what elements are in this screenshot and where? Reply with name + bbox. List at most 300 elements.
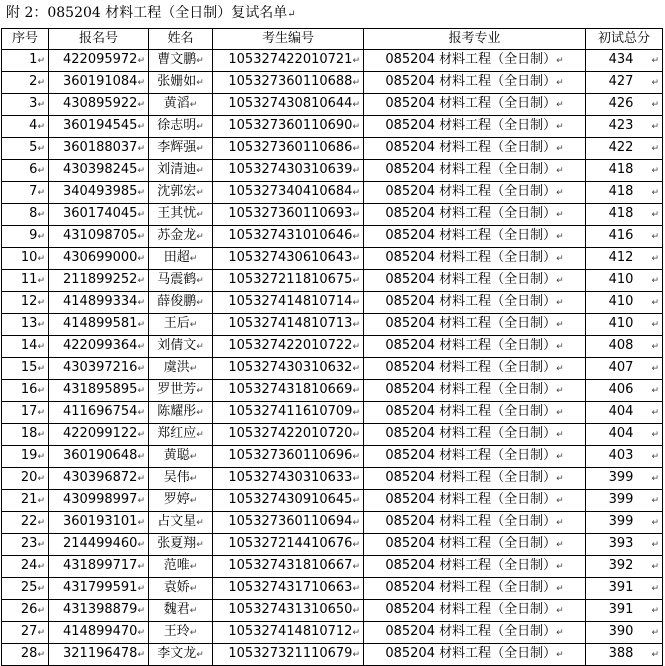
paragraph-mark-icon: ↵ [37, 408, 45, 419]
table-row [2, 490, 663, 512]
cell-major [364, 50, 586, 72]
paragraph-mark-icon: ↵ [352, 78, 360, 89]
cell-exam-number-text: 105327340410684 [228, 184, 353, 200]
paragraph-mark-icon: ↵ [651, 144, 659, 155]
cell-student-name [149, 446, 213, 468]
paragraph-mark-icon: ↵ [196, 430, 204, 441]
table-row [2, 358, 663, 380]
cell-score-text: 418 [608, 206, 634, 222]
paragraph-mark-icon: ↵ [37, 188, 45, 199]
cell-student-name-text: 王其忧 [157, 206, 197, 222]
cell-major [364, 336, 586, 358]
cell-seq-text: 26 [20, 602, 38, 618]
paragraph-mark-icon: ↵ [651, 122, 659, 133]
paragraph-mark-icon: ↵ [651, 210, 659, 221]
cell-student-name-text: 李文龙 [157, 646, 197, 662]
paragraph-mark-icon: ↵ [556, 584, 564, 595]
cell-student-name [149, 182, 213, 204]
paragraph-mark-icon: ↵ [556, 166, 564, 177]
paragraph-mark-icon: ↵ [196, 342, 204, 353]
cell-exam-number [213, 248, 364, 270]
paragraph-mark-icon: ↵ [37, 430, 45, 441]
cell-major [364, 226, 586, 248]
cell-seq [2, 622, 49, 644]
cell-reg-number-text: 430699000 [63, 250, 138, 266]
cell-seq [2, 644, 49, 666]
cell-reg-number-text: 430397216 [63, 360, 138, 376]
cell-seq-text: 27 [20, 624, 38, 640]
paragraph-mark-icon: ↵ [556, 540, 564, 551]
cell-major [364, 622, 586, 644]
paragraph-mark-icon: ↵ [352, 408, 360, 419]
paragraph-mark-icon: ↵ [196, 56, 204, 67]
cell-seq-text: 8 [29, 206, 38, 222]
cell-seq [2, 94, 49, 116]
paragraph-mark-icon: ↵ [651, 650, 659, 661]
cell-seq [2, 50, 49, 72]
cell-seq [2, 402, 49, 424]
cell-reg-number-text: 360193101 [63, 514, 138, 530]
paragraph-mark-icon: ↵ [189, 452, 198, 463]
paragraph-mark-icon: ↵ [352, 342, 360, 353]
paragraph-mark-icon: ↵ [556, 408, 564, 419]
cell-reg-number [49, 116, 149, 138]
paragraph-mark-icon: ↵ [196, 540, 204, 551]
cell-major [364, 534, 586, 556]
cell-major-text: 085204 材料工程（全日制） [385, 404, 557, 420]
paragraph-mark-icon: ↵ [37, 56, 45, 67]
cell-exam-number-text: 105327431310650 [228, 602, 353, 618]
cell-student-name-text: 苏金龙 [157, 228, 197, 244]
cell-score-text: 410 [608, 294, 634, 310]
paragraph-mark-icon: ↵ [352, 56, 360, 67]
cell-major [364, 116, 586, 138]
table-body [2, 50, 663, 666]
paragraph-mark-icon: ↵ [556, 496, 564, 507]
cell-score-text: 399 [608, 514, 634, 530]
cell-reg-number [49, 226, 149, 248]
paragraph-mark-icon: ↵ [651, 430, 659, 441]
paragraph-mark-icon: ↵ [137, 540, 145, 551]
paragraph-mark-icon: ↵ [37, 606, 45, 617]
paragraph-mark-icon: ↵ [137, 210, 145, 221]
paragraph-mark-icon: ↵ [196, 232, 204, 243]
cell-major [364, 72, 586, 94]
paragraph-mark-icon: ↵ [189, 496, 198, 507]
cell-seq [2, 424, 49, 446]
cell-reg-number [49, 644, 149, 666]
cell-reg-number-text: 360191084 [63, 74, 138, 90]
paragraph-mark-icon: ↵ [556, 518, 564, 529]
paragraph-mark-icon: ↵ [37, 166, 45, 177]
cell-student-name-text: 魏君 [163, 602, 190, 618]
paragraph-mark-icon: ↵ [651, 364, 659, 375]
cell-score-text: 410 [608, 272, 634, 288]
cell-exam-number [213, 534, 364, 556]
cell-score [586, 556, 663, 578]
cell-score [586, 468, 663, 490]
cell-reg-number [49, 380, 149, 402]
cell-score-text: 403 [608, 448, 634, 464]
cell-seq [2, 292, 49, 314]
paragraph-mark-icon: ↵ [137, 496, 145, 507]
table-row [2, 600, 663, 622]
cell-score-text: 393 [608, 536, 634, 552]
cell-student-name [149, 204, 213, 226]
paragraph-mark-icon: ↵ [137, 144, 145, 155]
paragraph-mark-icon: ↵ [137, 650, 145, 661]
cell-seq-text: 3 [29, 96, 38, 112]
paragraph-mark-icon: ↵ [137, 56, 145, 67]
paragraph-mark-icon: ↵ [189, 606, 198, 617]
paragraph-mark-icon: ↵ [189, 474, 198, 485]
cell-student-name-text: 罗婷 [163, 492, 190, 508]
cell-seq-text: 1 [29, 52, 38, 68]
cell-major-text: 085204 材料工程（全日制） [385, 558, 557, 574]
cell-score [586, 622, 663, 644]
paragraph-mark-icon: ↵ [651, 320, 659, 331]
cell-student-name-text: 王后 [163, 316, 190, 332]
cell-student-name [149, 160, 213, 182]
cell-reg-number-text: 422099364 [63, 338, 138, 354]
paragraph-mark-icon: ↵ [352, 254, 360, 265]
cell-score [586, 292, 663, 314]
cell-score-text: 406 [608, 382, 634, 398]
cell-major-text: 085204 材料工程（全日制） [385, 140, 557, 156]
cell-reg-number [49, 512, 149, 534]
cell-exam-number [213, 380, 364, 402]
cell-seq-text: 5 [29, 140, 38, 156]
cell-seq-text: 10 [20, 250, 38, 266]
cell-score [586, 512, 663, 534]
cell-student-name-text: 袁娇 [163, 580, 190, 596]
paragraph-mark-icon: ↵ [189, 562, 198, 573]
cell-reg-number-text: 340493985 [63, 184, 138, 200]
paragraph-mark-icon: ↵ [37, 320, 45, 331]
cell-reg-number [49, 204, 149, 226]
paragraph-mark-icon: ↵ [137, 320, 145, 331]
paragraph-mark-icon: ↵ [37, 584, 45, 595]
cell-major-text: 085204 材料工程（全日制） [385, 426, 557, 442]
cell-reg-number-text: 430998997 [63, 492, 138, 508]
cell-reg-number-text: 214499460 [63, 536, 138, 552]
cell-score-text: 434 [608, 52, 634, 68]
table-row [2, 248, 663, 270]
cell-major-text: 085204 材料工程（全日制） [385, 492, 557, 508]
paragraph-mark-icon: ↵ [352, 166, 360, 177]
cell-score [586, 424, 663, 446]
cell-student-name [149, 468, 213, 490]
paragraph-mark-icon: ↵ [196, 386, 204, 397]
cell-score [586, 336, 663, 358]
cell-major-text: 085204 材料工程（全日制） [385, 580, 557, 596]
cell-score [586, 578, 663, 600]
paragraph-mark-icon: ↵ [556, 606, 564, 617]
header-reg: 报名号 [49, 29, 149, 50]
header-exam: 考生编号 [213, 29, 364, 50]
cell-reg-number-text: 430895922 [63, 96, 138, 112]
cell-exam-number [213, 270, 364, 292]
cell-seq-text: 7 [29, 184, 38, 200]
table-row [2, 94, 663, 116]
paragraph-mark-icon: ↵ [651, 254, 659, 265]
paragraph-mark-icon: ↵ [651, 78, 659, 89]
cell-reg-number [49, 490, 149, 512]
cell-seq-text: 11 [20, 272, 38, 288]
paragraph-mark-icon: ↵ [352, 144, 360, 155]
cell-student-name-text: 罗世芳 [157, 382, 197, 398]
cell-student-name-text: 马震鹤 [157, 272, 197, 288]
cell-score-text: 422 [608, 140, 634, 156]
cell-score [586, 446, 663, 468]
cell-student-name [149, 380, 213, 402]
cell-seq [2, 182, 49, 204]
cell-major [364, 490, 586, 512]
cell-exam-number-text: 105327360110696 [228, 448, 353, 464]
paragraph-mark-icon: ↵ [651, 276, 659, 287]
cell-student-name [149, 622, 213, 644]
cell-seq-text: 15 [20, 360, 38, 376]
cell-reg-number-text: 431899717 [63, 558, 138, 574]
cell-exam-number-text: 105327422010721 [228, 52, 353, 68]
cell-reg-number-text: 431098705 [63, 228, 138, 244]
paragraph-mark-icon: ↵ [651, 518, 659, 529]
cell-reg-number [49, 270, 149, 292]
cell-exam-number [213, 556, 364, 578]
cell-exam-number [213, 204, 364, 226]
paragraph-mark-icon: ↵ [651, 584, 659, 595]
cell-major [364, 292, 586, 314]
paragraph-mark-icon: ↵ [352, 606, 360, 617]
table-row [2, 512, 663, 534]
cell-major-text: 085204 材料工程（全日制） [385, 316, 557, 332]
cell-reg-number [49, 50, 149, 72]
cell-student-name [149, 138, 213, 160]
cell-major-text: 085204 材料工程（全日制） [385, 470, 557, 486]
cell-exam-number [213, 314, 364, 336]
paragraph-mark-icon: ↵ [651, 386, 659, 397]
cell-reg-number [49, 248, 149, 270]
paragraph-mark-icon: ↵ [37, 122, 45, 133]
cell-seq-text: 18 [20, 426, 38, 442]
cell-student-name [149, 50, 213, 72]
paragraph-mark-icon: ↵ [651, 562, 659, 573]
cell-reg-number-text: 431895895 [63, 382, 138, 398]
cell-reg-number [49, 182, 149, 204]
paragraph-mark-icon: ↵ [352, 540, 360, 551]
cell-student-name-text: 占文星 [157, 514, 197, 530]
cell-score [586, 314, 663, 336]
table-row [2, 182, 663, 204]
paragraph-mark-icon: ↵ [651, 474, 659, 485]
cell-seq [2, 270, 49, 292]
cell-score [586, 204, 663, 226]
cell-major-text: 085204 材料工程（全日制） [385, 118, 557, 134]
paragraph-mark-icon: ↵ [196, 276, 204, 287]
cell-student-name [149, 270, 213, 292]
cell-score-text: 426 [608, 96, 634, 112]
cell-exam-number-text: 105327431710663 [228, 580, 353, 596]
table-row [2, 424, 663, 446]
table-row [2, 226, 663, 248]
cell-exam-number [213, 578, 364, 600]
paragraph-mark-icon: ↵ [189, 320, 198, 331]
paragraph-mark-icon: ↵ [556, 562, 564, 573]
cell-score [586, 358, 663, 380]
cell-exam-number [213, 600, 364, 622]
cell-reg-number-text: 360188037 [63, 140, 138, 156]
cell-exam-number [213, 622, 364, 644]
cell-major [364, 270, 586, 292]
cell-reg-number [49, 556, 149, 578]
paragraph-mark-icon: ↵ [651, 166, 659, 177]
cell-exam-number [213, 160, 364, 182]
table-row [2, 622, 663, 644]
cell-student-name [149, 336, 213, 358]
header-name: 姓名 [149, 29, 213, 50]
paragraph-mark-icon: ↵ [651, 100, 659, 111]
cell-exam-number-text: 105327360110688 [228, 74, 353, 90]
paragraph-mark-icon: ↵ [137, 78, 145, 89]
cell-exam-number-text: 105327430610643 [228, 250, 353, 266]
cell-reg-number-text: 211899252 [63, 272, 138, 288]
cell-exam-number [213, 468, 364, 490]
cell-seq [2, 380, 49, 402]
cell-exam-number [213, 50, 364, 72]
paragraph-mark-icon: ↵ [37, 276, 45, 287]
cell-reg-number-text: 430398245 [63, 162, 138, 178]
cell-reg-number [49, 446, 149, 468]
cell-score [586, 226, 663, 248]
paragraph-mark-icon: ↵ [37, 540, 45, 551]
cell-major [364, 160, 586, 182]
paragraph-mark-icon: ↵ [196, 518, 204, 529]
cell-seq [2, 578, 49, 600]
paragraph-mark-icon: ↵ [37, 386, 45, 397]
cell-exam-number-text: 105327430910645 [228, 492, 353, 508]
cell-major-text: 085204 材料工程（全日制） [385, 360, 557, 376]
cell-score [586, 380, 663, 402]
paragraph-mark-icon: ↵ [189, 364, 198, 375]
table-row [2, 138, 663, 160]
cell-student-name [149, 578, 213, 600]
table-row [2, 578, 663, 600]
paragraph-mark-icon: ↵ [352, 562, 360, 573]
cell-major [364, 600, 586, 622]
paragraph-mark-icon: ↵ [556, 364, 564, 375]
cell-score [586, 72, 663, 94]
paragraph-mark-icon: ↵ [556, 386, 564, 397]
table-row [2, 468, 663, 490]
cell-major [364, 402, 586, 424]
cell-student-name [149, 402, 213, 424]
cell-score [586, 644, 663, 666]
paragraph-mark-icon: ↵ [37, 232, 45, 243]
paragraph-mark-icon: ↵ [352, 518, 360, 529]
paragraph-mark-icon: ↵ [37, 452, 45, 463]
cell-student-name [149, 424, 213, 446]
paragraph-mark-icon: ↵ [556, 452, 564, 463]
cell-student-name-text: 黄聪 [163, 448, 190, 464]
cell-major-text: 085204 材料工程（全日制） [385, 162, 557, 178]
paragraph-mark-icon: ↵ [196, 188, 204, 199]
paragraph-mark-icon: ↵ [352, 100, 360, 111]
cell-student-name [149, 490, 213, 512]
cell-student-name [149, 600, 213, 622]
cell-major [364, 556, 586, 578]
cell-score-text: 423 [608, 118, 634, 134]
cell-major-text: 085204 材料工程（全日制） [385, 294, 557, 310]
table-row [2, 314, 663, 336]
cell-student-name [149, 292, 213, 314]
table-row [2, 116, 663, 138]
cell-exam-number-text: 105327360110694 [228, 514, 353, 530]
cell-student-name [149, 94, 213, 116]
cell-major [364, 182, 586, 204]
table-row [2, 292, 663, 314]
paragraph-mark-icon: ↵ [651, 188, 659, 199]
cell-exam-number-text: 105327211810675 [228, 272, 353, 288]
cell-score-text: 404 [608, 426, 634, 442]
cell-major-text: 085204 材料工程（全日制） [385, 448, 557, 464]
cell-major-text: 085204 材料工程（全日制） [385, 338, 557, 354]
cell-score-text: 418 [608, 162, 634, 178]
cell-exam-number [213, 402, 364, 424]
paragraph-mark-icon: ↵ [196, 122, 204, 133]
cell-reg-number-text: 431398879 [63, 602, 138, 618]
cell-score [586, 94, 663, 116]
cell-reg-number [49, 468, 149, 490]
cell-student-name [149, 116, 213, 138]
paragraph-mark-icon: ↵ [556, 298, 564, 309]
cell-exam-number [213, 116, 364, 138]
cell-exam-number-text: 105327431810669 [228, 382, 353, 398]
paragraph-mark-icon: ↵ [556, 232, 564, 243]
cell-exam-number [213, 446, 364, 468]
paragraph-mark-icon: ↵ [37, 210, 45, 221]
document-title [6, 4, 296, 24]
cell-seq [2, 204, 49, 226]
cell-major-text: 085204 材料工程（全日制） [385, 602, 557, 618]
paragraph-mark-icon: ↵ [137, 232, 145, 243]
cell-reg-number [49, 336, 149, 358]
cell-score [586, 270, 663, 292]
cell-reg-number-text: 422099122 [63, 426, 138, 442]
paragraph-mark-icon: ↵ [556, 628, 564, 639]
cell-reg-number [49, 622, 149, 644]
paragraph-mark-icon: ↵ [137, 386, 145, 397]
cell-seq-text: 13 [20, 316, 38, 332]
paragraph-mark-icon: ↵ [556, 210, 564, 221]
cell-student-name-text: 刘倩文 [157, 338, 197, 354]
cell-major-text: 085204 材料工程（全日制） [385, 646, 557, 662]
cell-exam-number-text: 105327214410676 [228, 536, 353, 552]
document-title-text: 附 2：085204 材料工程（全日制）复试名单 [6, 5, 288, 21]
cell-score-text: 416 [608, 228, 634, 244]
cell-exam-number-text: 105327430310632 [228, 360, 353, 376]
paragraph-mark-icon: ↵ [556, 474, 564, 485]
paragraph-mark-icon: ↵ [556, 100, 564, 111]
cell-exam-number-text: 105327431810667 [228, 558, 353, 574]
table-row [2, 50, 663, 72]
paragraph-mark-icon: ↵ [352, 430, 360, 441]
paragraph-mark-icon: ↵ [137, 100, 145, 111]
cell-exam-number-text: 105327411610709 [228, 404, 353, 420]
cell-reg-number-text: 414899581 [63, 316, 138, 332]
table-row [2, 556, 663, 578]
paragraph-mark-icon: ↵ [556, 78, 564, 89]
cell-seq [2, 600, 49, 622]
